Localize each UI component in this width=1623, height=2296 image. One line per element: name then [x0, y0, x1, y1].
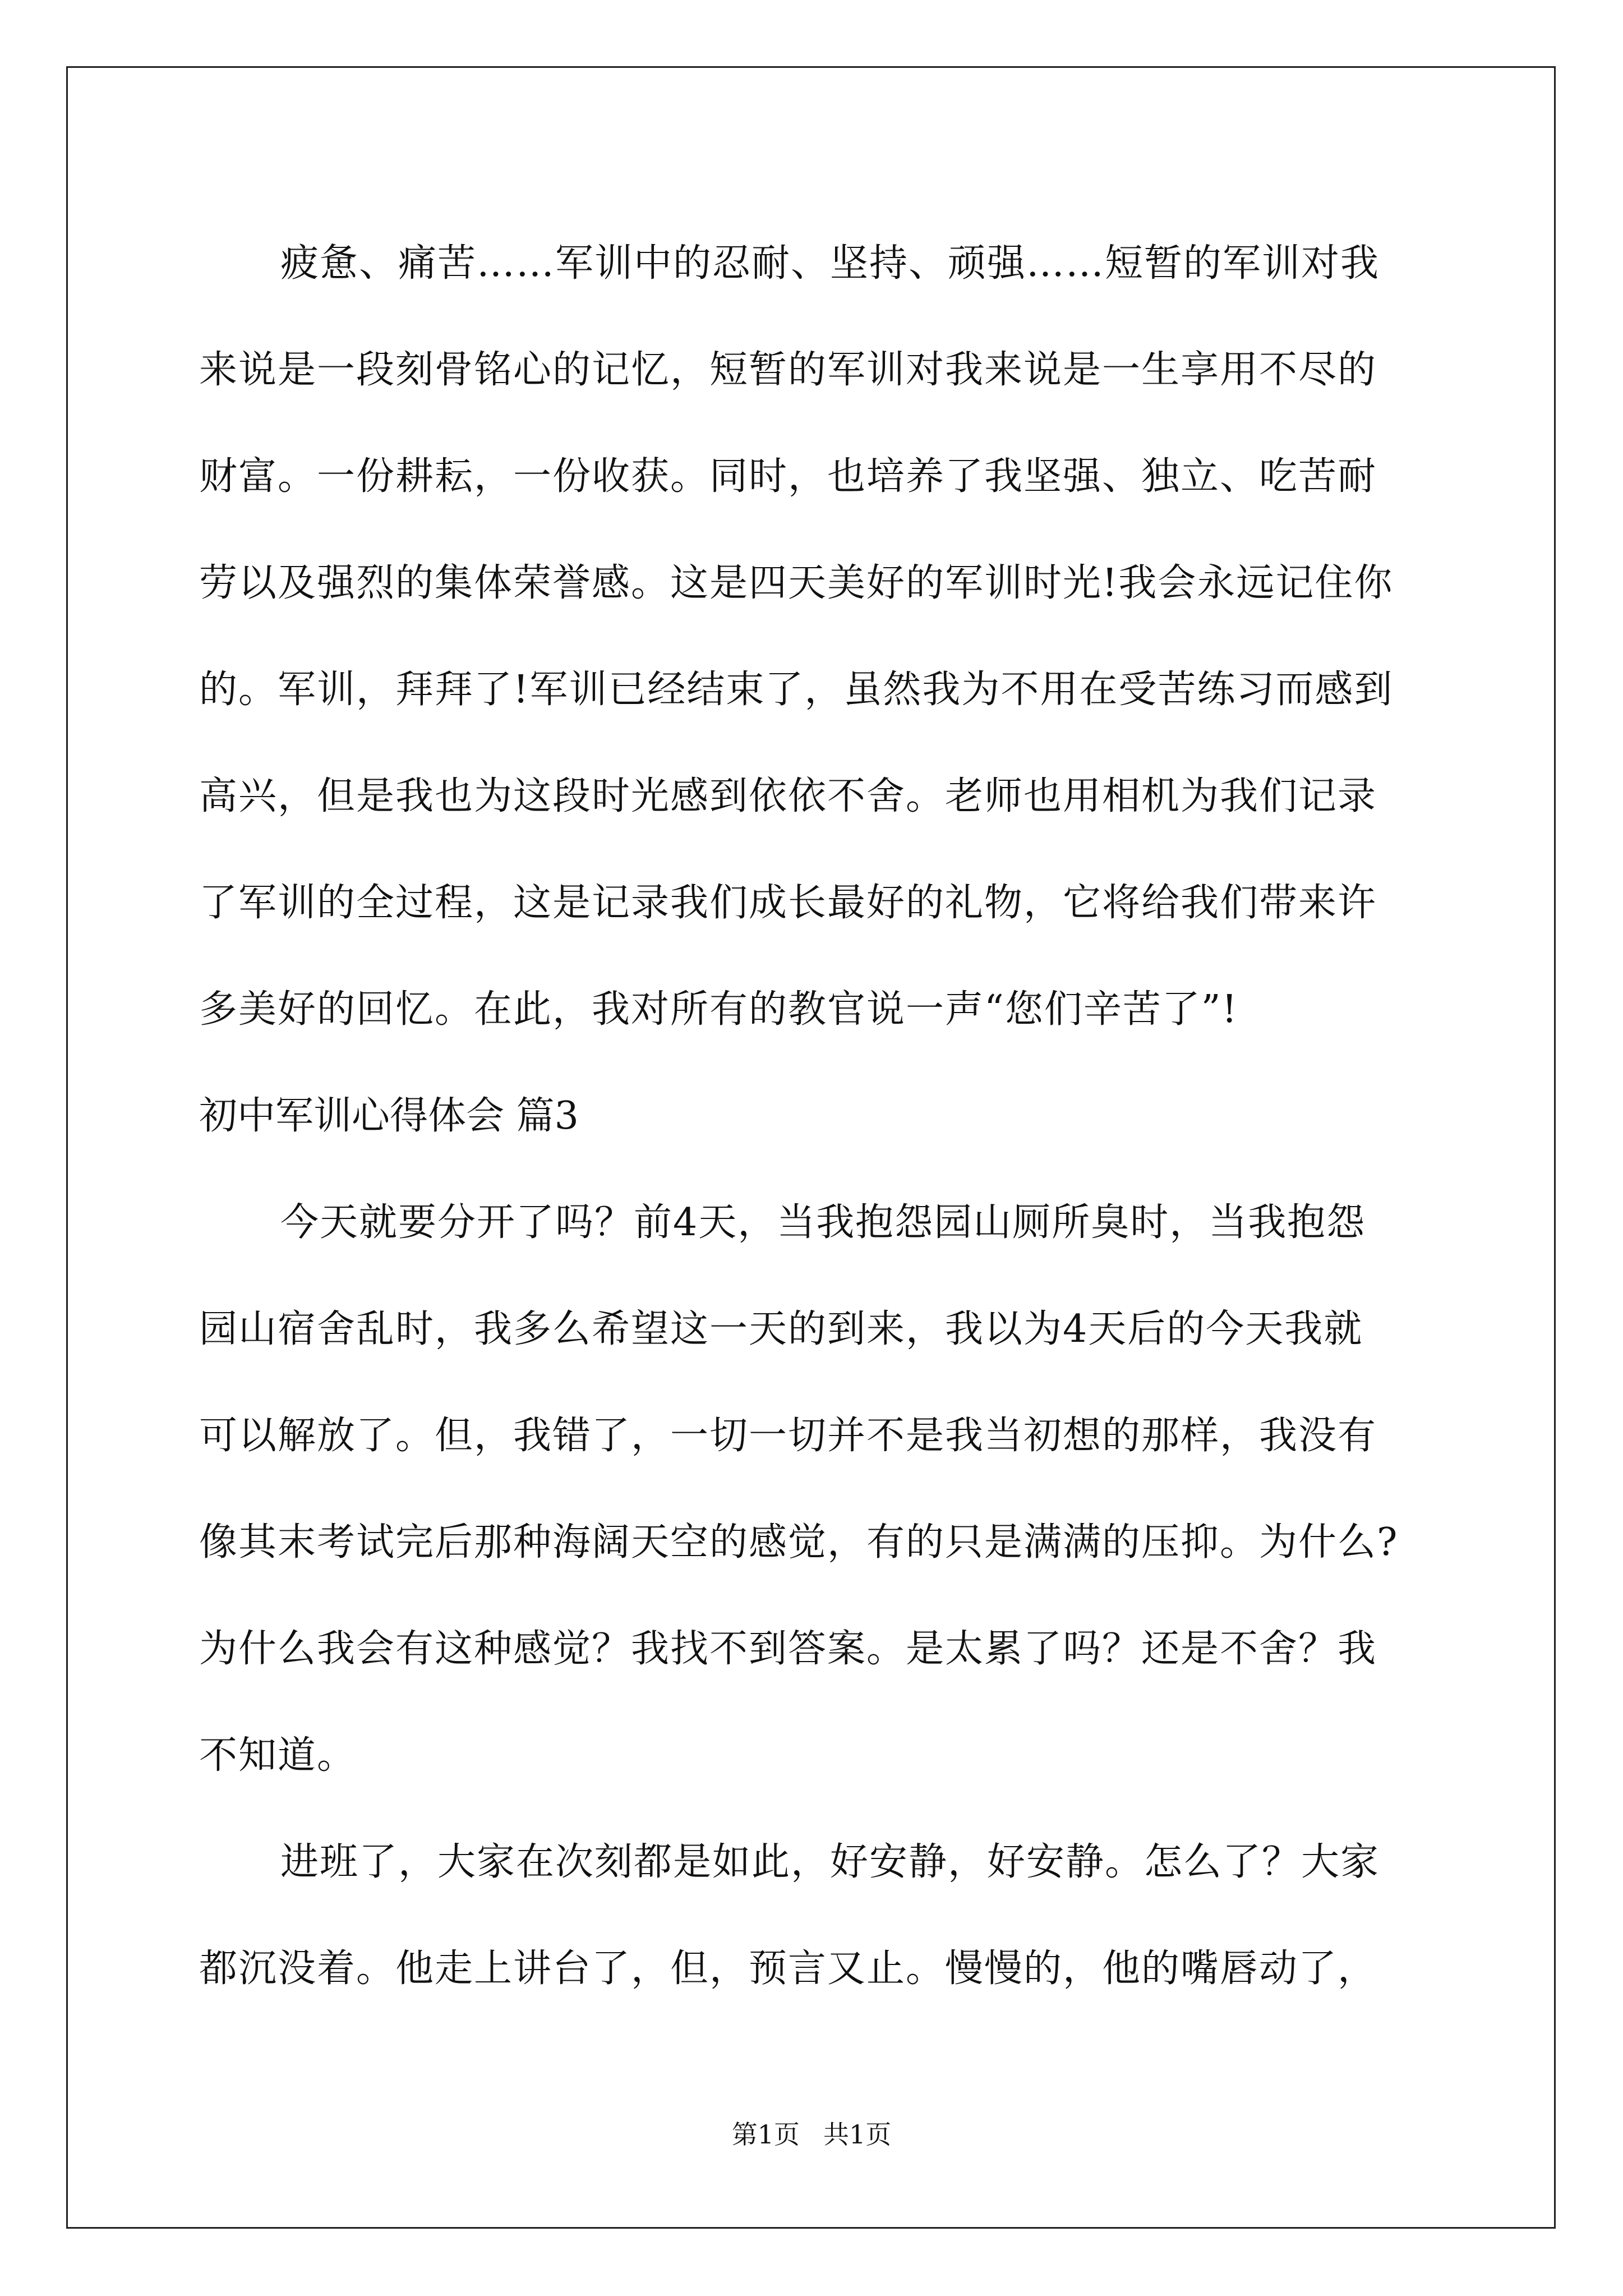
paragraph-line: 高兴，但是我也为这段时光感到依依不舍。老师也用相机为我们记录 — [199, 774, 1377, 818]
page-total: 共1页 — [823, 2119, 892, 2150]
paragraph-line: 园山宿舍乱时，我多么希望这一天的到来，我以为4天后的今天我就 — [199, 1307, 1363, 1351]
paragraph-line: 进班了，大家在次刻都是如此，好安静，好安静。怎么了？大家 — [280, 1840, 1380, 1884]
document-body — [199, 210, 1427, 2022]
paragraph-line: 疲惫、痛苦……军训中的忍耐、坚持、顽强……短暂的军训对我 — [280, 241, 1380, 286]
page-footer — [0, 2118, 1623, 2151]
paragraph-line: 了军训的全过程，这是记录我们成长最好的礼物，它将给我们带来许 — [199, 881, 1377, 925]
paragraph-line: 的。军训，拜拜了!军训已经结束了，虽然我为不用在受苦练习而感到 — [199, 668, 1394, 712]
paragraph-line: 为什么我会有这种感觉？我找不到答案。是太累了吗？还是不舍？我 — [199, 1627, 1377, 1671]
paragraph-line: 劳以及强烈的集体荣誉感。这是四天美好的军训时光!我会永远记住你 — [199, 561, 1394, 605]
paragraph-line: 都沉没着。他走上讲台了，但，预言又止。慢慢的，他的嘴唇动了， — [199, 1947, 1377, 1991]
paragraph-2 — [199, 1170, 1427, 1809]
paragraph-line: 可以解放了。但，我错了，一切一切并不是我当初想的那样，我没有 — [199, 1414, 1377, 1458]
paragraph-line: 财富。一份耕耘，一份收获。同时，也培养了我坚强、独立、吃苦耐 — [199, 454, 1377, 499]
paragraph-1 — [199, 210, 1427, 1063]
section-heading: 初中军训心得体会 篇3 — [199, 1094, 579, 1138]
paragraph-line: 像其末考试完后那种海阔天空的感觉，有的只是满满的压抑。为什么? — [199, 1520, 1399, 1565]
paragraph-3 — [199, 1809, 1427, 2022]
page-number: 第1页 — [731, 2119, 800, 2150]
paragraph-line: 不知道。 — [199, 1733, 357, 1778]
paragraph-line: 多美好的回忆。在此，我对所有的教官说一声“您们辛苦了”! — [199, 987, 1238, 1032]
paragraph-line: 今天就要分开了吗？前4天，当我抱怨园山厕所臭时，当我抱怨 — [280, 1200, 1366, 1245]
paragraph-line: 来说是一段刻骨铭心的记忆，短暂的军训对我来说是一生享用不尽的 — [199, 348, 1377, 392]
